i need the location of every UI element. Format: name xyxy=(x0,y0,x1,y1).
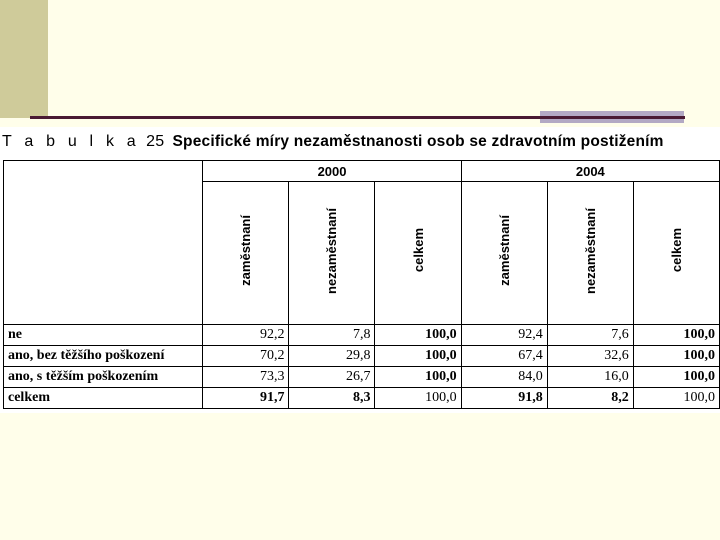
col-header-unemployed-2000: nezaměstnaní xyxy=(289,182,375,325)
corner-cell-lower xyxy=(4,182,203,325)
row-label: ano, s těžším poškozením xyxy=(4,367,203,388)
year-header-row xyxy=(4,161,720,182)
table-row xyxy=(4,325,720,346)
table-row-total xyxy=(4,388,720,409)
slide-side-bar xyxy=(0,0,48,118)
cell: 92,4 xyxy=(461,325,547,346)
col-header-employed-2000: zaměstnaní xyxy=(203,182,289,325)
cell: 8,2 xyxy=(547,388,633,409)
corner-cell xyxy=(4,161,203,182)
table-row xyxy=(4,367,720,388)
year-header-2004: 2004 xyxy=(461,161,719,182)
cell: 100,0 xyxy=(375,367,461,388)
cell: 92,2 xyxy=(203,325,289,346)
data-table xyxy=(3,160,720,409)
cell: 26,7 xyxy=(289,367,375,388)
cell: 100,0 xyxy=(633,325,719,346)
cell: 91,8 xyxy=(461,388,547,409)
slide-rule-line xyxy=(30,116,685,119)
cell: 70,2 xyxy=(203,346,289,367)
row-label: ano, bez těžšího poškození xyxy=(4,346,203,367)
table-row xyxy=(4,346,720,367)
col-header-total-2004: celkem xyxy=(633,182,719,325)
cell: 84,0 xyxy=(461,367,547,388)
year-header-2000: 2000 xyxy=(203,161,461,182)
caption-number: 25 xyxy=(146,133,165,150)
cell: 100,0 xyxy=(375,388,461,409)
cell: 100,0 xyxy=(633,367,719,388)
cell: 100,0 xyxy=(633,346,719,367)
col-header-total-2000: celkem xyxy=(375,182,461,325)
cell: 100,0 xyxy=(375,346,461,367)
col-header-employed-2004: zaměstnaní xyxy=(461,182,547,325)
cell: 7,8 xyxy=(289,325,375,346)
col-header-unemployed-2004: nezaměstnaní xyxy=(547,182,633,325)
cell: 16,0 xyxy=(547,367,633,388)
cell: 91,7 xyxy=(203,388,289,409)
caption-title: Specifické míry nezaměstnanosti osob se zdravotním postižením xyxy=(172,133,664,150)
cell: 7,6 xyxy=(547,325,633,346)
table-caption xyxy=(2,133,664,151)
caption-prefix: T a b u l k a xyxy=(2,133,140,150)
row-label: ne xyxy=(4,325,203,346)
cell: 100,0 xyxy=(375,325,461,346)
cell: 32,6 xyxy=(547,346,633,367)
cell: 73,3 xyxy=(203,367,289,388)
cell: 100,0 xyxy=(633,388,719,409)
cell: 29,8 xyxy=(289,346,375,367)
column-header-row xyxy=(4,182,720,325)
row-label: celkem xyxy=(4,388,203,409)
cell: 8,3 xyxy=(289,388,375,409)
cell: 67,4 xyxy=(461,346,547,367)
